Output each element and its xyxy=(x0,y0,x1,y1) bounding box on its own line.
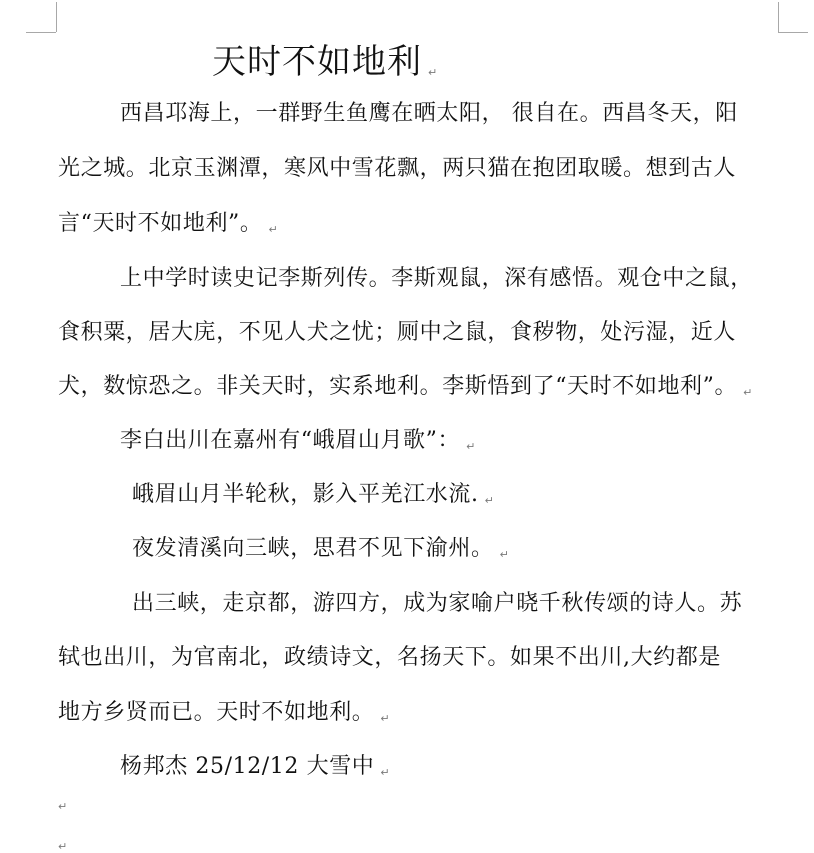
body-line: 犬，数惊恐之。非关天时，实系地利。李斯悟到了“天时不如地利”。 ↵ xyxy=(58,374,753,399)
body-line: 光之城。北京玉渊潭，寒风中雪花飘，两只猫在抱团取暖。想到古人 xyxy=(58,156,737,181)
body-line: 上中学时读史记李斯列传。李斯观鼠，深有感悟。观仓中之鼠， xyxy=(120,266,753,291)
body-line: 西昌邛海上，一群野生鱼鹰在晒太阳， 很自在。西昌冬天，阳 xyxy=(120,101,738,126)
poem-line: 夜发清溪向三峡，思君不见下渝州。 ↵ xyxy=(132,536,510,561)
body-line: 食积粟，居大庑，不见人犬之忧；厕中之鼠，食秽物，处污湿，近人 xyxy=(58,320,737,345)
body-line: 地方乡贤而已。天时不如地利。 ↵ xyxy=(58,700,391,725)
body-line: 李白出川在嘉州有“峨眉山月歌”： ↵ xyxy=(120,428,476,453)
paragraph-mark-icon: ↵ xyxy=(499,548,510,561)
poem-line: 峨眉山月半轮秋，影入平羌江水流. ↵ xyxy=(132,482,495,507)
paragraph-mark-icon: ↵ xyxy=(428,66,439,79)
paragraph-mark-icon: ↵ xyxy=(58,840,68,853)
paragraph-mark-icon: ↵ xyxy=(58,800,68,813)
body-line: 言“天时不如地利”。 ↵ xyxy=(58,211,279,236)
paragraph-mark-icon: ↵ xyxy=(466,440,476,453)
paragraph-mark-icon: ↵ xyxy=(743,386,753,399)
paragraph-mark-icon: ↵ xyxy=(380,766,391,779)
body-line: 轼也出川，为官南北，政绩诗文，名扬天下。如果不出川,大约都是 xyxy=(58,645,721,670)
document-title: 天时不如地利 ↵ xyxy=(212,42,439,82)
paragraph-mark-icon: ↵ xyxy=(484,494,495,507)
paragraph-mark-icon: ↵ xyxy=(268,223,279,236)
paragraph-mark-icon: ↵ xyxy=(380,712,391,725)
signature-line: 杨邦杰 25/12/12 大雪中 ↵ xyxy=(120,754,391,779)
body-line: 出三峡，走京都，游四方，成为家喻户晓千秋传颂的诗人。苏 xyxy=(132,591,743,616)
